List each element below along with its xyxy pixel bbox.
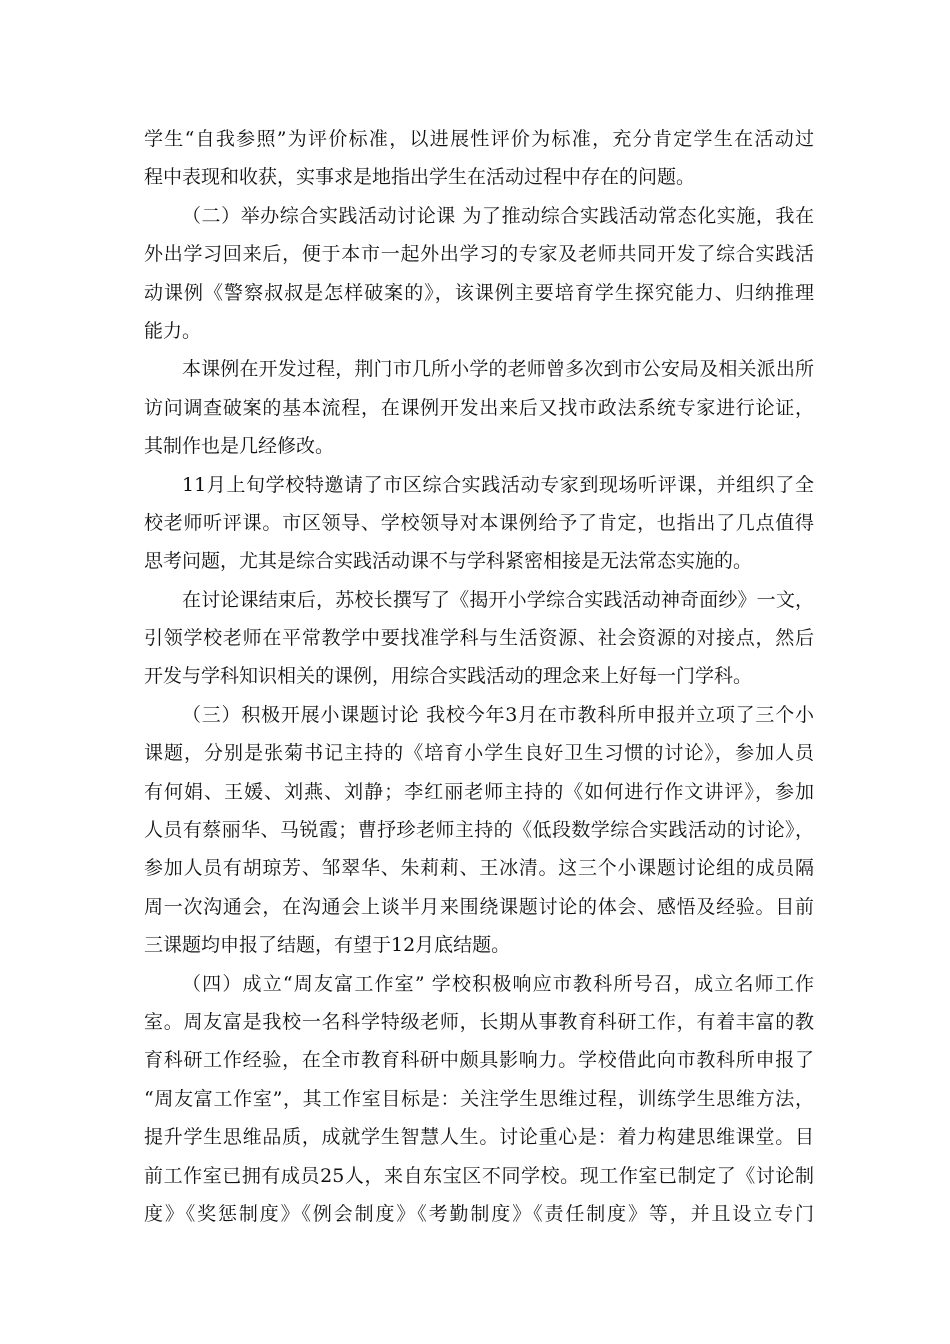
- text-line: “周友富工作室”，其工作室目标是：关注学生思维过程，训练学生思维方法，: [144, 1087, 814, 1110]
- document-body: [144, 120, 814, 1233]
- text-line: 课题，分别是张菊书记主持的《培育小学生良好卫生习惯的讨论》，参加人员: [144, 742, 814, 765]
- text-line: 在讨论课结束后，苏校长撰写了《揭开小学综合实践活动神奇面纱》一文，: [182, 588, 814, 611]
- text-line: 能力。: [144, 319, 202, 342]
- text-line: 有何娟、王媛、刘燕、刘静；李红丽老师主持的《如何进行作文讲评》，参加: [144, 780, 814, 803]
- text-line: （二）举办综合实践活动讨论课 为了推动综合实践活动常态化实施，我在: [182, 204, 814, 227]
- text-line: 外出学习回来后，便于本市一起外出学习的专家及老师共同开发了综合实践活: [144, 243, 814, 266]
- text-line: （三）积极开展小课题讨论 我校今年3月在市教科所申报并立项了三个小: [182, 703, 814, 726]
- text-line: 度》《奖惩制度》《例会制度》《考勤制度》《责任制度》等，并且设立专门: [144, 1202, 814, 1225]
- text-line: 校老师听评课。市区领导、学校领导对本课例给予了肯定，也指出了几点值得: [144, 511, 814, 534]
- text-line: 前工作室已拥有成员25人，来自东宝区不同学校。现工作室已制定了《讨论制: [144, 1164, 814, 1187]
- text-line: 参加人员有胡琼芳、邹翠华、朱莉莉、王冰清。这三个小课题讨论组的成员隔: [144, 857, 814, 880]
- text-line: 其制作也是几经修改。: [144, 435, 335, 458]
- text-line: 室。周友富是我校一名科学特级老师，长期从事教育科研工作，有着丰富的教: [144, 1010, 814, 1033]
- text-line: 引领学校老师在平常教学中要找准学科与生活资源、社会资源的对接点，然后: [144, 627, 814, 650]
- text-line: 三课题均申报了结题，有望于12月底结题。: [144, 934, 511, 957]
- text-line: 思考问题，尤其是综合实践活动课不与学科紧密相接是无法常态实施的。: [144, 550, 753, 573]
- text-line: 11月上旬学校特邀请了市区综合实践活动专家到现场听评课，并组织了全: [182, 473, 814, 496]
- text-line: 动课例《警察叔叔是怎样破案的》，该课例主要培育学生探究能力、归纳推理: [144, 281, 814, 304]
- text-line: 育科研工作经验，在全市教育科研中颇具影响力。学校借此向市教科所申报了: [144, 1049, 814, 1072]
- text-line: 开发与学科知识相关的课例，用综合实践活动的理念来上好每一门学科。: [144, 665, 753, 688]
- text-line: 本课例在开发过程，荆门市几所小学的老师曾多次到市公安局及相关派出所: [182, 358, 814, 381]
- text-line: 程中表现和收获，实事求是地指出学生在活动过程中存在的问题。: [144, 166, 696, 189]
- text-line: 周一次沟通会，在沟通会上谈半月来围绕课题讨论的体会、感悟及经验。目前: [144, 895, 814, 918]
- text-line: 学生“自我参照”为评价标准，以进展性评价为标准，充分肯定学生在活动过: [144, 128, 814, 150]
- text-line: 访问调查破案的基本流程，在课例开发出来后又找市政法系统专家进行论证，: [144, 396, 814, 419]
- text-line: 提升学生思维品质，成就学生智慧人生。讨论重心是：着力构建思维课堂。目: [144, 1126, 814, 1149]
- text-line: （四）成立“周友富工作室” 学校积极响应市教科所号召，成立名师工作: [182, 972, 814, 995]
- text-line: 人员有蔡丽华、马锐霞；曹抒珍老师主持的《低段数学综合实践活动的讨论》，: [144, 819, 814, 842]
